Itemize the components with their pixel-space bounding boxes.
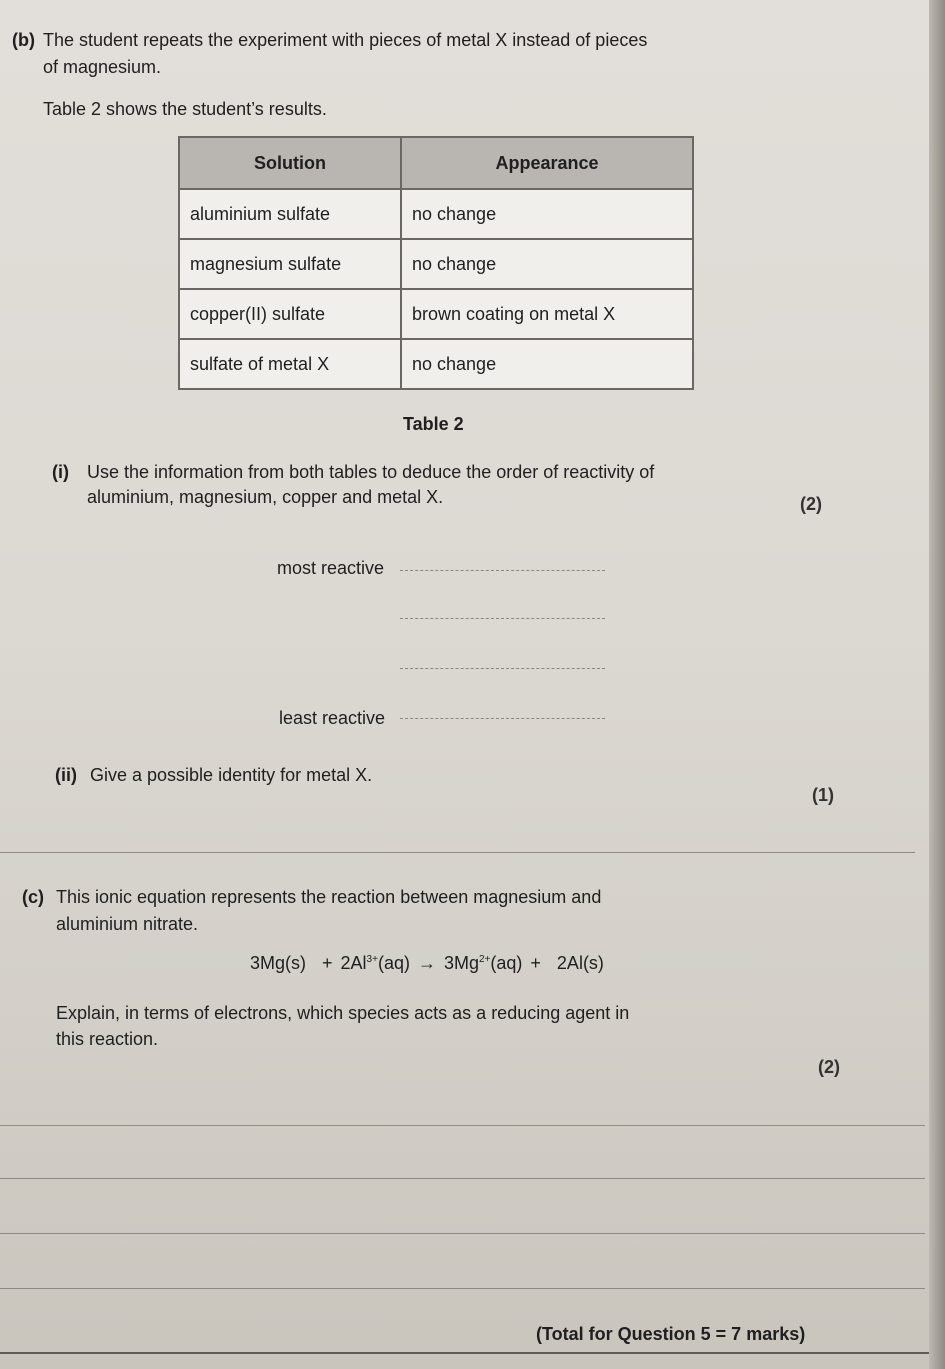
answer-line-c-4[interactable]: [0, 1288, 925, 1289]
table-header-row: [179, 137, 693, 189]
cell-appearance: no change: [401, 339, 693, 389]
table-intro: Table 2 shows the student’s results.: [43, 99, 327, 119]
part-b-label: (b): [12, 30, 35, 50]
eq-term-mg-ion: [444, 953, 522, 973]
eq-term-al: 2Al(s): [556, 953, 604, 973]
part-c-line2: aluminium nitrate.: [56, 914, 199, 934]
table-caption: Table 2: [403, 414, 464, 434]
q-i-label: (i): [52, 462, 69, 482]
answer-line-2[interactable]: [400, 618, 605, 619]
eq-mg-symbol: 3Mg: [443, 953, 479, 973]
cell-appearance: no change: [401, 239, 693, 289]
cell-appearance: no change: [401, 189, 693, 239]
answer-line-3[interactable]: [400, 668, 605, 669]
eq-al-state: (aq): [377, 953, 410, 973]
header-solution: Solution: [179, 137, 401, 189]
eq-mg-charge: 2+: [478, 954, 491, 965]
part-c-label: (c): [22, 887, 44, 907]
table-row: [179, 239, 693, 289]
eq-plus-2: +: [530, 953, 541, 973]
results-table: [178, 136, 694, 390]
cell-solution: sulfate of metal X: [179, 339, 401, 389]
table-row: [179, 189, 693, 239]
eq-mg-state: (aq): [490, 953, 523, 973]
answer-line-c-2[interactable]: [0, 1178, 925, 1179]
part-b-intro-line2: of magnesium.: [43, 57, 162, 77]
explain-line2: this reaction.: [56, 1029, 159, 1049]
ionic-equation: [242, 953, 612, 974]
explain-line1: Explain, in terms of electrons, which species acts as a reducing agent in: [56, 1003, 630, 1023]
cell-appearance: brown coating on metal X: [401, 289, 693, 339]
q-ii-label: (ii): [55, 765, 77, 785]
answer-line-c-1[interactable]: [0, 1125, 925, 1126]
most-reactive-label: most reactive: [277, 558, 385, 578]
eq-term-al-ion: [341, 953, 410, 973]
part-c-marks: (2): [818, 1057, 840, 1077]
answer-line-ii[interactable]: [0, 852, 915, 853]
part-b-intro-line1: The student repeats the experiment with pieces of metal X instead of pieces: [43, 30, 648, 50]
q-i-line2: aluminium, magnesium, copper and metal X.: [87, 487, 444, 507]
eq-term-mg: 3Mg(s): [250, 953, 307, 973]
answer-line-4[interactable]: [400, 718, 605, 719]
q-i-line1: Use the information from both tables to deduce the order of reactivity of: [87, 462, 655, 482]
table-row: [179, 339, 693, 389]
eq-al-charge: 3+: [366, 954, 378, 965]
cell-solution: copper(II) sulfate: [179, 289, 401, 339]
table-row: [179, 289, 693, 339]
question-total: (Total for Question 5 = 7 marks): [536, 1324, 806, 1344]
answer-line-c-3[interactable]: [0, 1233, 925, 1234]
eq-al-symbol: 2Al: [340, 953, 367, 973]
cell-solution: magnesium sulfate: [179, 239, 401, 289]
answer-line-1[interactable]: [400, 570, 605, 571]
page-edge: [929, 0, 945, 1369]
bottom-rule: [0, 1352, 929, 1354]
part-c-line1: This ionic equation represents the reaction between magnesium and: [56, 887, 602, 907]
cell-solution: aluminium sulfate: [179, 189, 401, 239]
q-i-marks: (2): [800, 494, 822, 514]
eq-plus-1: +: [322, 953, 333, 973]
eq-arrow: →: [417, 953, 436, 973]
q-ii-marks: (1): [812, 785, 834, 805]
q-ii-text: Give a possible identity for metal X.: [90, 765, 373, 785]
least-reactive-label: least reactive: [279, 708, 386, 728]
header-appearance: Appearance: [401, 137, 693, 189]
